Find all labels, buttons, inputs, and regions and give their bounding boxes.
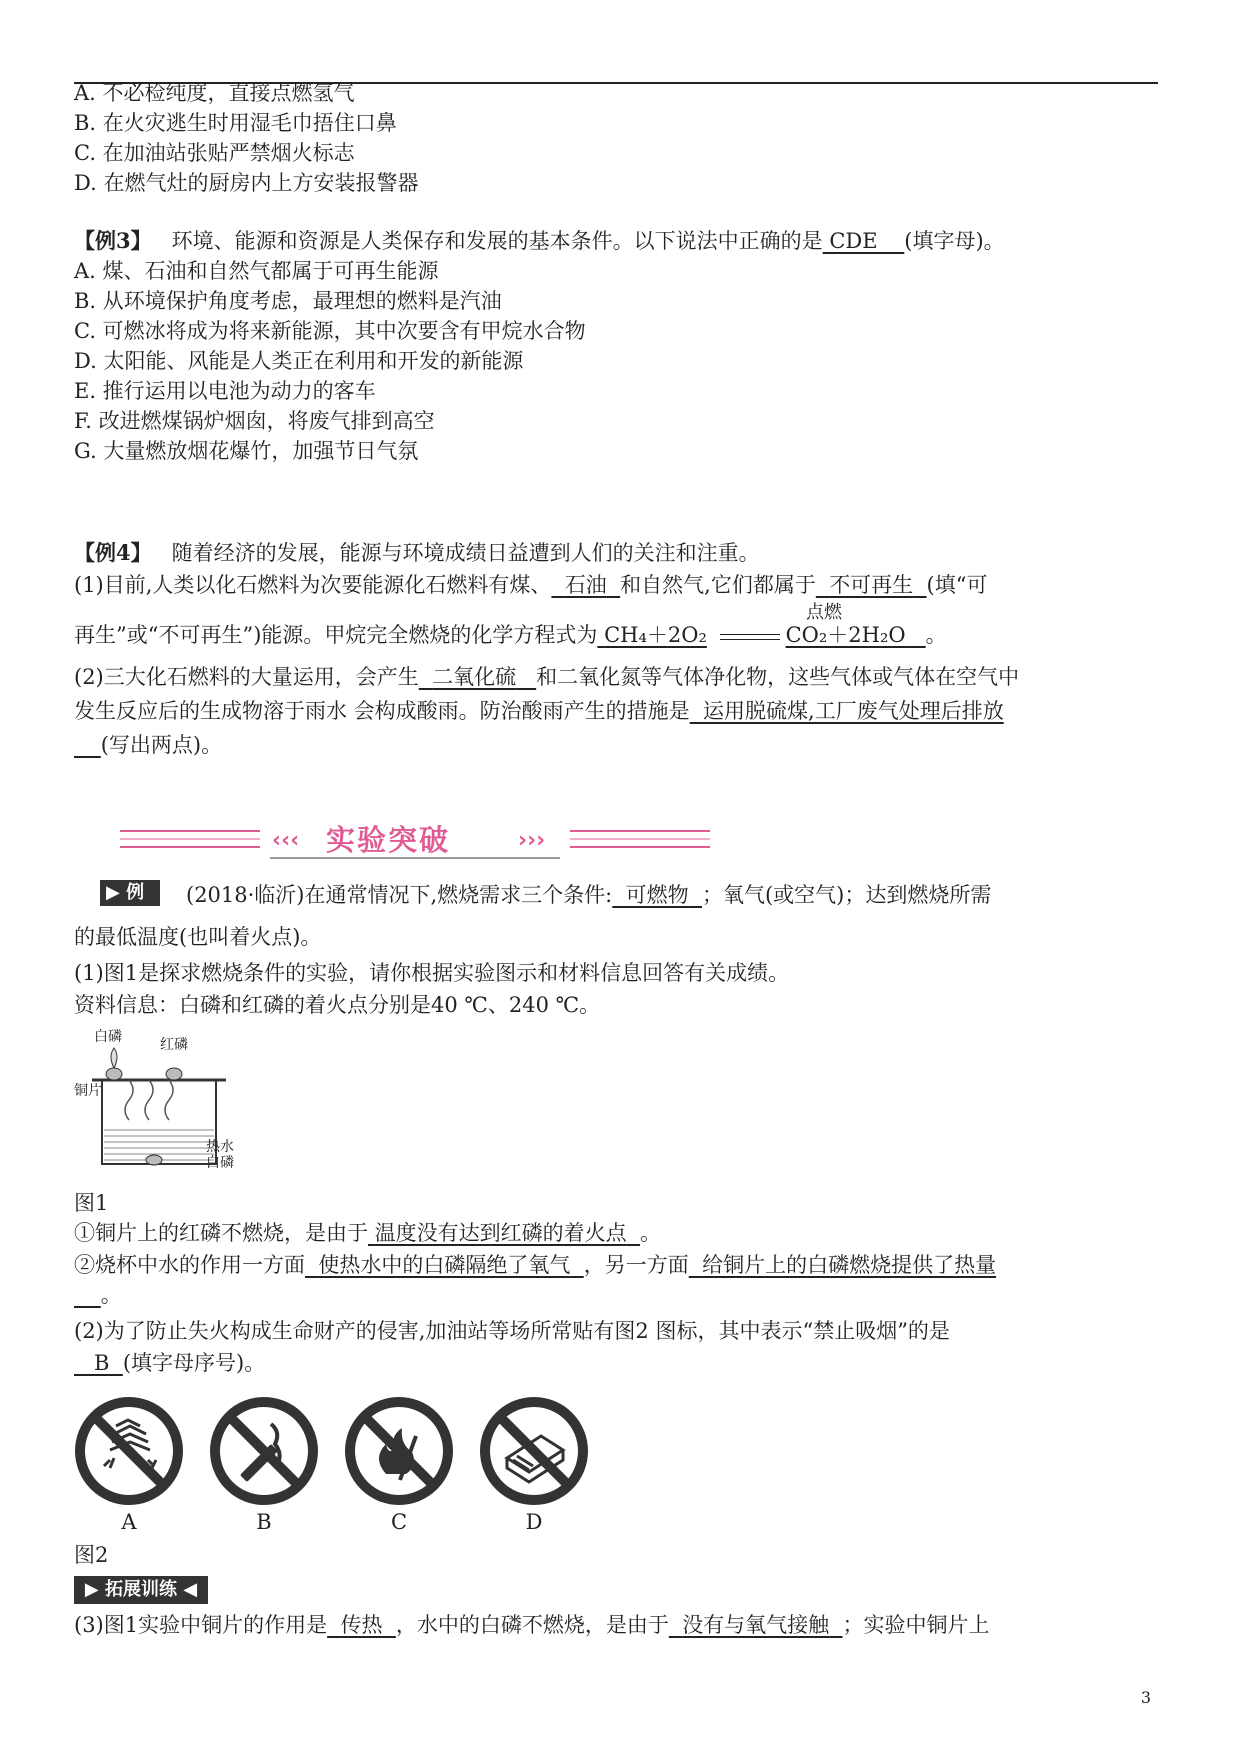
sign-no-smoking-icon	[209, 1396, 319, 1506]
example-3-stem	[74, 226, 1005, 256]
exp-q4: (3)图1实验中铜片的作用是 传热 ，水中的白磷不燃烧，是由于 没有与氧气接触 ；实验中铜片上	[74, 1613, 990, 1637]
option-c: C. 在加油站张贴严禁烟火标志	[74, 141, 355, 165]
exp-q3-answer: B (填字母序号)。	[74, 1348, 265, 1378]
label-white-p: 白磷	[94, 1029, 122, 1045]
svg-text:›››: ›››	[518, 828, 546, 853]
example-4-q2-line1: (2)三大化石燃料的大量运用，会产生 二氧化硫 和二氧化氮等气体净化物，这些气体或气体在空气中	[74, 665, 1020, 689]
page-number: 3	[1140, 1688, 1151, 1707]
answer-blank: 可燃物	[625, 883, 689, 907]
extension-tag: ▶ 拓展训练 ◀	[74, 1576, 208, 1604]
sign-no-fire-source-icon	[479, 1396, 589, 1506]
example-3-option: D. 太阳能、风能是人类正在利用和开发的新能源	[74, 349, 524, 373]
option-a: A. 不必检纯度，直接点燃氢气	[74, 81, 355, 105]
example-3-option: C. 可燃冰将成为将来新能源，其中次要含有甲烷水合物	[74, 319, 586, 343]
equation-condition: 点燃	[806, 602, 842, 623]
equation-right: CO₂＋2H₂O	[785, 623, 906, 647]
sign-label-b: B	[256, 1510, 272, 1534]
answer-blank: 传热	[340, 1613, 383, 1637]
option-d: D. 在燃气灶的厨房内上方安装报警器	[74, 171, 419, 195]
exp-q2: ②烧杯中水的作用一方面 使热水中的白磷隔绝了氧气 ，另一方面 给铜片上的白磷燃烧提供了热量	[74, 1253, 997, 1277]
exp-line1: (2018·临沂)在通常情况下,燃烧需求三个条件: 可燃物 ；氧气(或空气)；达到燃烧所需	[186, 883, 992, 907]
answer-blank: 运用脱硫煤,工厂废气处理后排放	[703, 699, 1004, 723]
section-title: 实验突破	[326, 823, 451, 857]
example-4-q1-line2: 再生”或“不可再生”)能源。甲烷完全燃烧的化学方程式为 CH₄＋2O₂ CO₂＋2H₂O 。	[74, 623, 947, 647]
answer-blank: 不可再生	[829, 573, 914, 597]
answer-blank: 石油	[564, 573, 607, 597]
svg-text:‹‹‹: ‹‹‹	[272, 828, 300, 853]
exp-q3: (2)为了防止失火构成生命财产的侵害,加油站等场所常贴有图2 图标，其中表示“禁止吸烟”的是	[74, 1319, 950, 1343]
option-b: B. 在火灾逃生时用湿毛巾捂住口鼻	[74, 111, 397, 135]
exp-line4: 资料信息：白磷和红磷的着火点分别是40 ℃、240 ℃。	[74, 993, 601, 1017]
equation-arrow	[720, 634, 780, 640]
sign-label-a: A	[121, 1510, 137, 1534]
figure-1-caption: 图1	[74, 1191, 109, 1215]
exp-q2-end: 。	[100, 1283, 122, 1307]
example-3-label: 【例3】	[74, 228, 152, 253]
exp-q1: ①铜片上的红磷不燃烧，是由于 温度没有达到红磷的着火点 。	[74, 1221, 662, 1245]
answer-blank: 给铜片上的白磷燃烧提供了热量	[702, 1253, 997, 1277]
example-3-option: G. 大量燃放烟花爆竹，加强节日气氛	[74, 439, 419, 463]
example-4-stem	[74, 538, 760, 568]
example-tag: ▶ 例	[100, 880, 160, 906]
example-3-option: A. 煤、石油和自然气都属于可再生能源	[74, 259, 439, 283]
example-3-option: B. 从环境保护角度考虑，最理想的燃料是汽油	[74, 289, 502, 313]
example-3-option: F. 改进燃煤锅炉烟囱，将废气排到高空	[74, 409, 435, 433]
sign-no-fireworks-icon	[74, 1396, 184, 1506]
label-hot-water: 热水	[206, 1139, 234, 1155]
figure-2-caption: 图2	[74, 1543, 109, 1567]
sign-label-c: C	[390, 1510, 408, 1534]
label-copper: 铜片	[74, 1083, 102, 1099]
answer-blank: 使热水中的白磷隔绝了氧气	[318, 1253, 571, 1277]
exp-line2: 的最低温度(也叫着火点)。	[74, 925, 322, 949]
sign-label-d: D	[525, 1510, 543, 1534]
exp-line3: (1)图1是探求燃烧条件的实验，请你根据实验图示和材料信息回答有关成绩。	[74, 961, 790, 985]
answer-blank: 二氧化硫	[432, 665, 517, 689]
example-4-q1-line1: (1)目前,人类以化石燃料为次要能源化石燃料有煤、 石油 和自然气,它们都属于 不可再生 (填“可	[74, 573, 988, 597]
answer-blank: B	[94, 1351, 110, 1375]
answer-blank: 没有与氧气接触	[682, 1613, 830, 1637]
example-4-q2-line2: 发生反应后的生成物溶于雨水 会构成酸雨。防治酸雨产生的措施是 运用脱硫煤,工厂废气处理后排放	[74, 699, 1004, 723]
label-white-p2: 白磷	[206, 1155, 234, 1171]
answer-blank: 温度没有达到红磷的着火点	[374, 1221, 627, 1245]
example-4-question: 随着经济的发展，能源与环境成绩日益遭到人们的关注和注重。	[171, 541, 760, 565]
example-4-q2-line3: (写出两点)。	[100, 733, 223, 757]
example-3-answer: CDE	[829, 229, 878, 253]
example-3-question: 环境、能源和资源是人类保存和发展的基本条件。以下说法中正确的是	[171, 229, 823, 253]
label-red-p: 红磷	[160, 1037, 188, 1053]
example-3-tail: (填字母)。	[904, 229, 1005, 253]
example-3-option: E. 推行运用以电池为动力的客车	[74, 379, 376, 403]
example-4-label: 【例4】	[74, 540, 152, 565]
sign-no-open-flame-icon	[344, 1396, 454, 1506]
equation-left: CH₄＋2O₂	[604, 623, 707, 647]
